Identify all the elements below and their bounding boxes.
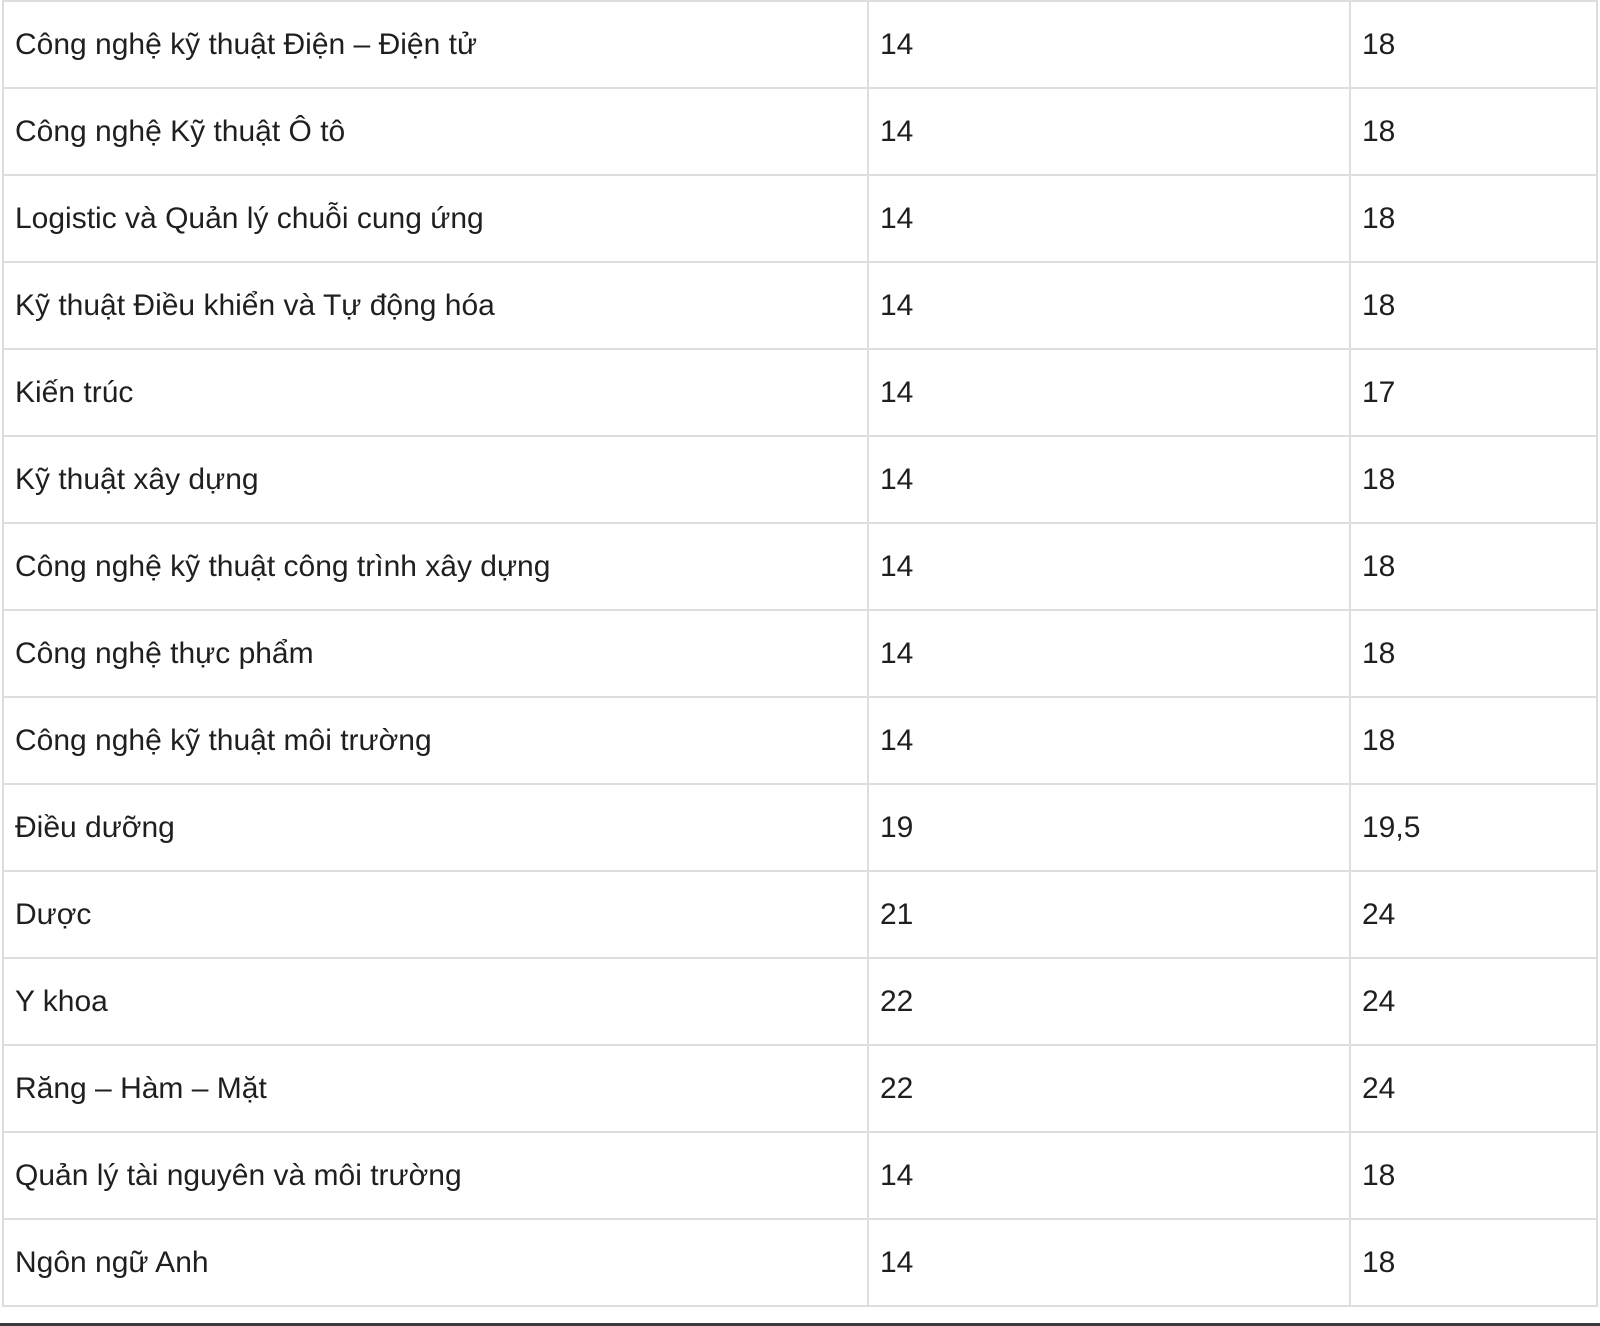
table-row <box>3 697 1597 784</box>
score-a-cell: 14 <box>868 610 1350 697</box>
table-row <box>3 436 1597 523</box>
score-a-cell: 14 <box>868 175 1350 262</box>
score-a-cell: 14 <box>868 436 1350 523</box>
score-a-cell: 21 <box>868 871 1350 958</box>
major-cell: Kỹ thuật Điều khiển và Tự động hóa <box>3 262 868 349</box>
major-cell: Y khoa <box>3 958 868 1045</box>
score-table <box>2 0 1598 1307</box>
table-row <box>3 1045 1597 1132</box>
score-a-cell: 14 <box>868 349 1350 436</box>
score-a-cell: 22 <box>868 1045 1350 1132</box>
table-body <box>3 1 1597 1306</box>
score-a-cell: 14 <box>868 88 1350 175</box>
table-row <box>3 262 1597 349</box>
table-row <box>3 175 1597 262</box>
major-cell: Răng – Hàm – Mặt <box>3 1045 868 1132</box>
score-b-cell: 18 <box>1350 175 1597 262</box>
score-a-cell: 14 <box>868 1219 1350 1306</box>
score-a-cell: 22 <box>868 958 1350 1045</box>
score-b-cell: 18 <box>1350 1132 1597 1219</box>
score-b-cell: 18 <box>1350 436 1597 523</box>
score-b-cell: 17 <box>1350 349 1597 436</box>
score-b-cell: 18 <box>1350 1219 1597 1306</box>
table-row <box>3 610 1597 697</box>
major-cell: Công nghệ Kỹ thuật Ô tô <box>3 88 868 175</box>
score-b-cell: 18 <box>1350 523 1597 610</box>
major-cell: Công nghệ kỹ thuật công trình xây dựng <box>3 523 868 610</box>
table-row <box>3 1132 1597 1219</box>
score-a-cell: 14 <box>868 262 1350 349</box>
major-cell: Logistic và Quản lý chuỗi cung ứng <box>3 175 868 262</box>
score-b-cell: 24 <box>1350 871 1597 958</box>
major-cell: Công nghệ thực phẩm <box>3 610 868 697</box>
score-b-cell: 18 <box>1350 697 1597 784</box>
major-cell: Kiến trúc <box>3 349 868 436</box>
score-b-cell: 24 <box>1350 958 1597 1045</box>
score-a-cell: 14 <box>868 1132 1350 1219</box>
table-row <box>3 1 1597 88</box>
score-a-cell: 14 <box>868 523 1350 610</box>
score-table-container <box>2 0 1596 1326</box>
table-row <box>3 1219 1597 1306</box>
score-b-cell: 18 <box>1350 88 1597 175</box>
score-a-cell: 19 <box>868 784 1350 871</box>
major-cell: Dược <box>3 871 868 958</box>
major-cell: Điều dưỡng <box>3 784 868 871</box>
table-row <box>3 784 1597 871</box>
major-cell: Công nghệ kỹ thuật môi trường <box>3 697 868 784</box>
major-cell: Kỹ thuật xây dựng <box>3 436 868 523</box>
major-cell: Công nghệ kỹ thuật Điện – Điện tử <box>3 1 868 88</box>
major-cell: Ngôn ngữ Anh <box>3 1219 868 1306</box>
score-a-cell: 14 <box>868 697 1350 784</box>
score-b-cell: 24 <box>1350 1045 1597 1132</box>
table-row <box>3 349 1597 436</box>
score-b-cell: 18 <box>1350 262 1597 349</box>
table-row <box>3 523 1597 610</box>
table-row <box>3 88 1597 175</box>
table-row <box>3 871 1597 958</box>
score-a-cell: 14 <box>868 1 1350 88</box>
score-b-cell: 18 <box>1350 610 1597 697</box>
score-b-cell: 18 <box>1350 1 1597 88</box>
table-row <box>3 958 1597 1045</box>
score-b-cell: 19,5 <box>1350 784 1597 871</box>
major-cell: Quản lý tài nguyên và môi trường <box>3 1132 868 1219</box>
